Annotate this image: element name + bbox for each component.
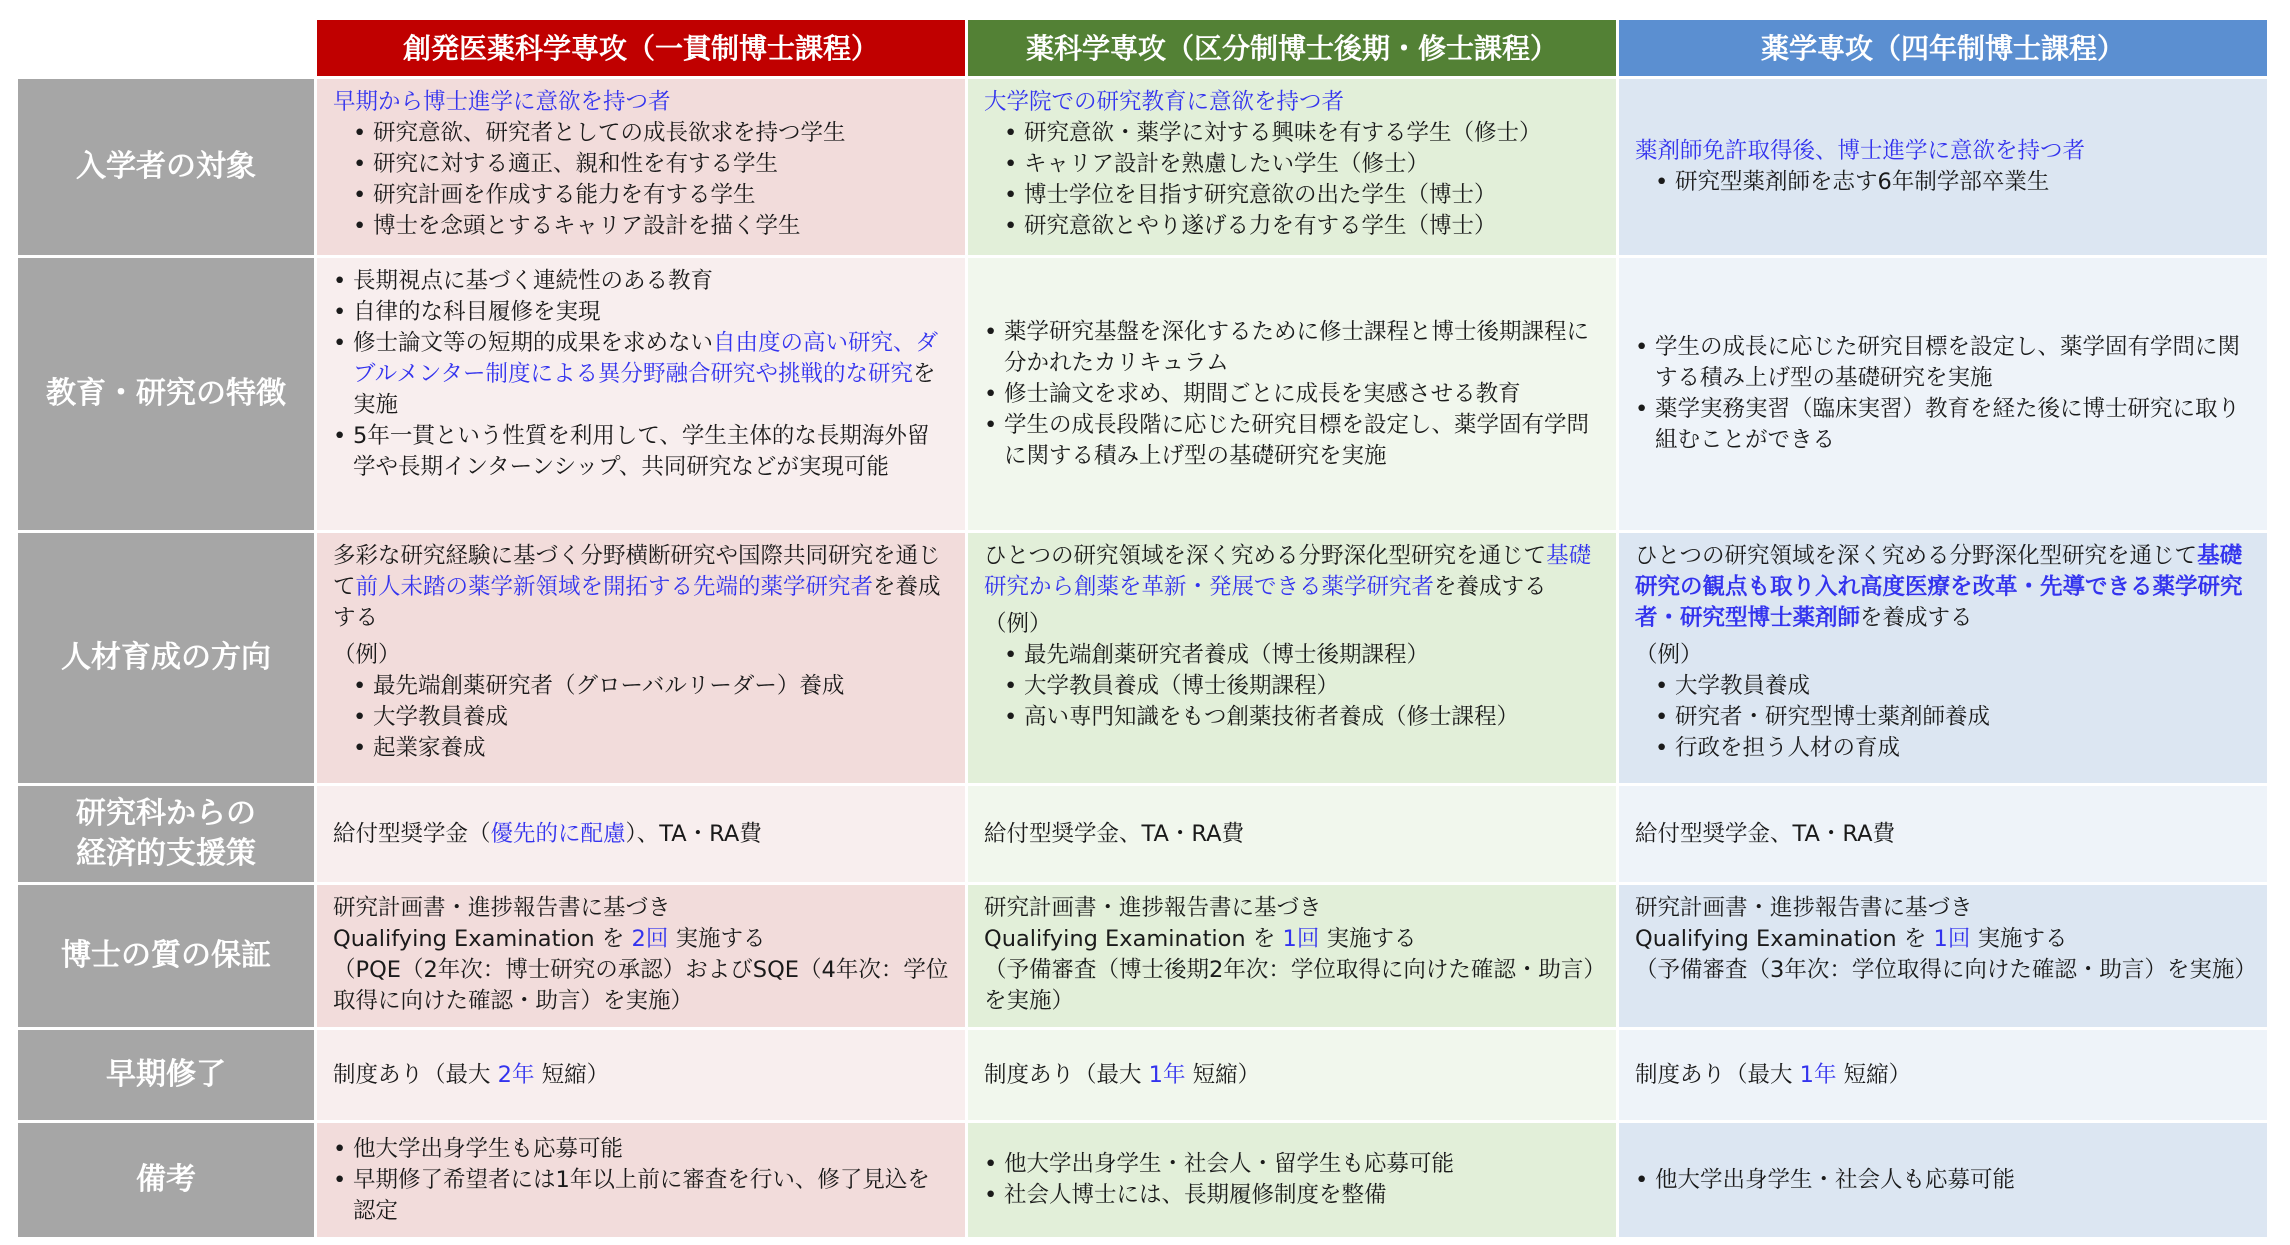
direction-c1 [317, 533, 965, 783]
early-c2-years: 1年 [1148, 1061, 1186, 1088]
quality-c2-count: 1回 [1282, 926, 1320, 952]
direction-c1-c: を養成する [333, 574, 941, 631]
support-c3-text: 給付型奨学金、TA・RA費 [1635, 820, 1896, 847]
list-item: • 博士を念頭とするキャリア設計を描く学生 [353, 211, 949, 242]
quality-c1 [317, 885, 965, 1027]
list-item: • 修士論文を求め、期間ごとに成長を実感させる教育 [984, 379, 1600, 410]
notes-c2 [968, 1123, 1616, 1237]
direction-c2-example: （例） [984, 611, 1052, 637]
features-c1-i3a: 修士論文等の短期的成果を求めない [353, 330, 714, 356]
list-item: • 学生の成長段階に応じた研究目標を設定し、薬学固有学問に関する積み上げ型の基礎研究を実施 [984, 410, 1600, 472]
row-label-notes: 備考 [18, 1123, 314, 1237]
direction-c3-c: を養成する [1860, 605, 1973, 631]
row-label-support-line2: 経済的支援策 [76, 836, 256, 871]
support-c1-a: 給付型奨学金（ [333, 820, 491, 847]
direction-c1-b: 前人未踏の薬学新領域を開拓する先端的薬学研究者 [355, 574, 874, 600]
list-item: • 薬学研究基盤を深化するために修士課程と博士後期課程に分かれたカリキュラム [984, 317, 1600, 379]
list-item: • 高い専門知識をもつ創薬技術者養成（修士課程） [1004, 702, 1600, 733]
direction-c2-b: 基礎研究から創薬を革新・発展できる薬学研究者 [984, 543, 1592, 600]
direction-c3-b: 基礎研究の観点も取り入れ高度医療を改革・先導できる薬学研究者・研究型博士薬剤師 [1635, 543, 2243, 631]
features-c2 [968, 258, 1616, 530]
list-item: • 薬学実務実習（臨床実習）教育を経た後に博士研究に取り組むことができる [1635, 394, 2251, 456]
features-c1 [317, 258, 965, 530]
direction-c2 [968, 533, 1616, 783]
direction-c3 [1619, 533, 2267, 783]
row-label-direction: 人材育成の方向 [18, 533, 314, 783]
features-c3 [1619, 258, 2267, 530]
quality-c1-line1: 研究計画書・進捗報告書に基づき [333, 895, 671, 921]
support-c1 [317, 786, 965, 882]
list-item: • 大学教員養成 [353, 702, 949, 733]
list-item: • 5年一貫という性質を利用して、学生主体的な長期海外留学や長期インターンシップ、共同研究などが実現可能 [333, 421, 949, 483]
list-item: • 研究に対する適正、親和性を有する学生 [353, 149, 949, 180]
list-item: • 他大学出身学生・社会人も応募可能 [1635, 1165, 2251, 1196]
quality-c2 [968, 885, 1616, 1027]
early-c1-years: 2年 [497, 1061, 535, 1088]
row-label-features: 教育・研究の特徴 [18, 258, 314, 530]
support-c2-text: 給付型奨学金、TA・RA費 [984, 820, 1245, 847]
list-item: • 長期視点に基づく連続性のある教育 [333, 266, 949, 297]
target-c2-lead: 大学院での研究教育に意欲を持つ者 [984, 89, 1345, 115]
list-item: • 博士学位を目指す研究意欲の出た学生（博士） [1004, 180, 1600, 211]
early-pre: 制度あり（最大 [984, 1061, 1149, 1088]
list-item: • 学生の成長に応じた研究目標を設定し、薬学固有学問に関する積み上げ型の基礎研究を実施 [1635, 332, 2251, 394]
header-souhatsu: 創発医薬科学専攻（一貫制博士課程） [317, 20, 965, 76]
early-pre: 制度あり（最大 [333, 1061, 498, 1088]
quality-c1-detail: （PQE（2年次：博士研究の承認）およびSQE（4年次：学位取得に向けた確認・助言）を実施） [333, 957, 949, 1014]
quality-c3-count: 1回 [1933, 926, 1971, 952]
quality-qe-pre: Qualifying Examination を [984, 926, 1283, 952]
list-item: • 最先端創薬研究者（グローバルリーダー）養成 [353, 671, 949, 702]
notes-c3 [1619, 1123, 2267, 1237]
early-c1 [317, 1030, 965, 1120]
list-item: • 研究意欲・薬学に対する興味を有する学生（修士） [1004, 118, 1600, 149]
target-c3-lead: 薬剤師免許取得後、博士進学に意欲を持つ者 [1635, 138, 2086, 164]
quality-qe-pre: Qualifying Examination を [333, 926, 632, 952]
early-post: 短縮） [1836, 1061, 1912, 1088]
support-c1-c: ）、TA・RA費 [625, 820, 762, 847]
list-item: • 行政を担う人材の育成 [1655, 733, 2251, 764]
list-item: • 研究計画を作成する能力を有する学生 [353, 180, 949, 211]
early-c2 [968, 1030, 1616, 1120]
list-item: • キャリア設計を熟慮したい学生（修士） [1004, 149, 1600, 180]
list-item [333, 328, 949, 421]
comparison-table [18, 20, 2267, 1237]
target-c2 [968, 79, 1616, 255]
support-c3 [1619, 786, 2267, 882]
header-yakugaku: 薬学専攻（四年制博士課程） [1619, 20, 2267, 76]
direction-c2-c: を養成する [1434, 574, 1547, 600]
quality-c2-line1: 研究計画書・進捗報告書に基づき [984, 895, 1322, 921]
quality-qe-post: 実施する [1319, 926, 1417, 952]
target-c1-lead: 早期から博士進学に意欲を持つ者 [333, 89, 671, 115]
quality-c2-detail: （予備審査（博士後期2年次：学位取得に向けた確認・助言）を実施） [984, 957, 1595, 1014]
early-c3 [1619, 1030, 2267, 1120]
direction-c2-text [984, 541, 1600, 603]
early-post: 短縮） [1185, 1061, 1261, 1088]
list-item: • 起業家養成 [353, 733, 949, 764]
early-pre: 制度あり（最大 [1635, 1061, 1800, 1088]
target-c3 [1619, 79, 2267, 255]
features-c1-i3b: 自由度の高い研究、ダブルメンター制度による異分野融合研究や挑戦的な研究 [353, 330, 939, 387]
features-c1-i3c: を実施 [353, 361, 936, 418]
quality-qe-post: 実施する [668, 926, 766, 952]
quality-qe-pre: Qualifying Examination を [1635, 926, 1934, 952]
quality-c1-count: 2回 [631, 926, 669, 952]
direction-c1-example: （例） [333, 642, 401, 668]
support-c1-b: 優先的に配慮 [490, 820, 626, 847]
direction-c3-example: （例） [1635, 642, 1703, 668]
support-c2 [968, 786, 1616, 882]
list-item: • 大学教員養成 [1655, 671, 2251, 702]
list-item: • 自律的な科目履修を実現 [333, 297, 949, 328]
row-label-quality: 博士の質の保証 [18, 885, 314, 1027]
early-c3-years: 1年 [1799, 1061, 1837, 1088]
quality-c3 [1619, 885, 2267, 1027]
direction-c1-text [333, 541, 949, 634]
row-label-support [18, 786, 314, 882]
list-item: • 他大学出身学生・社会人・留学生も応募可能 [984, 1149, 1600, 1180]
direction-c2-a: ひとつの研究領域を深く究める分野深化型研究を通じて [984, 543, 1547, 569]
early-post: 短縮） [534, 1061, 610, 1088]
list-item: • 研究意欲、研究者としての成長欲求を持つ学生 [353, 118, 949, 149]
quality-c3-line1: 研究計画書・進捗報告書に基づき [1635, 895, 1973, 921]
header-yakkagaku: 薬科学専攻（区分制博士後期・修士課程） [968, 20, 1616, 76]
direction-c1-a: 多彩な研究経験に基づく分野横断研究や国際共同研究を通じて [333, 543, 941, 600]
list-item: • 研究意欲とやり遂げる力を有する学生（博士） [1004, 211, 1600, 242]
direction-c3-a: ひとつの研究領域を深く究める分野深化型研究を通じて [1635, 543, 2198, 569]
quality-c3-detail: （予備審査（3年次：学位取得に向けた確認・助言）を実施） [1635, 957, 2257, 983]
list-item: • 研究者・研究型博士薬剤師養成 [1655, 702, 2251, 733]
list-item: • 社会人博士には、長期履修制度を整備 [984, 1180, 1600, 1211]
list-item: • 他大学出身学生も応募可能 [333, 1134, 949, 1165]
row-label-support-line1: 研究科からの [76, 796, 256, 831]
target-c1 [317, 79, 965, 255]
list-item: • 最先端創薬研究者養成（博士後期課程） [1004, 640, 1600, 671]
list-item: • 大学教員養成（博士後期課程） [1004, 671, 1600, 702]
quality-qe-post: 実施する [1970, 926, 2068, 952]
row-label-early: 早期修了 [18, 1030, 314, 1120]
corner-cell [18, 20, 314, 76]
list-item: • 早期修了希望者には1年以上前に審査を行い、修了見込を認定 [333, 1165, 949, 1227]
list-item: • 研究型薬剤師を志す6年制学部卒業生 [1655, 167, 2251, 198]
row-label-target: 入学者の対象 [18, 79, 314, 255]
direction-c3-text [1635, 541, 2251, 634]
notes-c1 [317, 1123, 965, 1237]
